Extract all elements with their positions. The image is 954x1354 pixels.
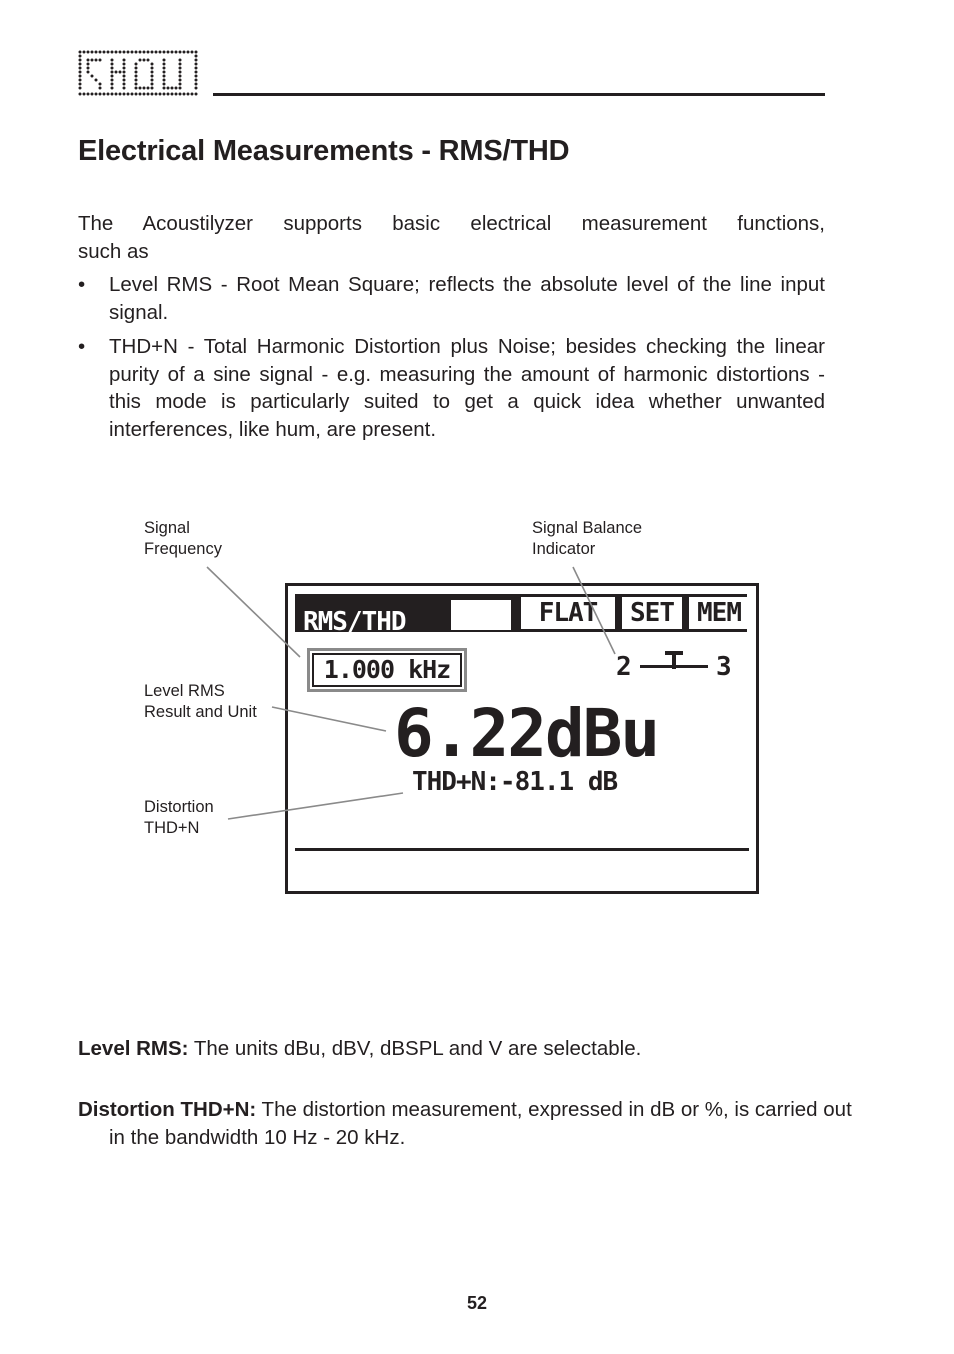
device-screen [285, 583, 759, 894]
level-rms-value: 6.22dBu [394, 695, 659, 772]
bullet-marker: • [78, 335, 86, 358]
page-number: 52 [466, 1293, 488, 1313]
bullet-list [78, 271, 825, 450]
note-distortion-text: The distortion measurement, expressed in dB or %, is carried out in the bandwidth 10 Hz - 20 kHz. [109, 1098, 852, 1149]
tab-set: SET [622, 597, 682, 629]
note-distortion [78, 1096, 856, 1151]
brand-logo-icon [78, 50, 198, 96]
note-level-rms [78, 1035, 825, 1063]
bullet-item-thd-n [78, 333, 825, 443]
balance-right-value: 3 [716, 652, 732, 682]
screen-bottom-rule [295, 848, 749, 851]
bullet-item-level-rms [78, 271, 825, 326]
callout-distortion: Distortion THD+N [144, 798, 214, 837]
bullet-marker: • [78, 273, 86, 296]
page-title: Electrical Measurements - RMS/THD [78, 135, 570, 167]
note-level-rms-label: Level RMS: [78, 1037, 189, 1060]
balance-left-value: 2 [616, 652, 632, 682]
tab-flat: FLAT [521, 597, 615, 629]
callout-signal-frequency: Signal Frequency [144, 519, 222, 558]
balance-marker-icon [665, 651, 683, 669]
callout-signal-balance: Signal Balance Indicator [532, 519, 643, 558]
intro-line-1: The Acoustilyzer supports basic electrical measurement functions, [78, 212, 825, 235]
frequency-display [307, 648, 467, 692]
tab-rms-thd: RMS/THD [303, 607, 406, 637]
intro-line-2: such as [78, 239, 149, 263]
bullet-text: Level RMS - Root Mean Square; reflects the absolute level of the line input signal. [109, 273, 825, 324]
header-rule [213, 93, 825, 96]
note-distortion-label: Distortion THD+N: [78, 1098, 257, 1121]
callout-level-rms: Level RMS Result and Unit [144, 682, 257, 721]
frequency-value: 1.000 kHz [323, 655, 451, 684]
thd-n-value: THD+N:-81.1 dB [412, 767, 618, 797]
note-level-rms-text: The units dBu, dBV, dBSPL and V are selectable. [188, 1037, 642, 1060]
intro-paragraph [78, 210, 825, 265]
tab-mem: MEM [689, 597, 749, 629]
tab-blank [451, 600, 511, 630]
bullet-text: THD+N - Total Harmonic Distortion plus Noise; besides checking the linear purity of a sine signal - e.g. measuring the amount of harmonic distortions - this mode is particularly suited to get a quick idea whether unwanted interferences, like hum, are present. [109, 335, 825, 441]
